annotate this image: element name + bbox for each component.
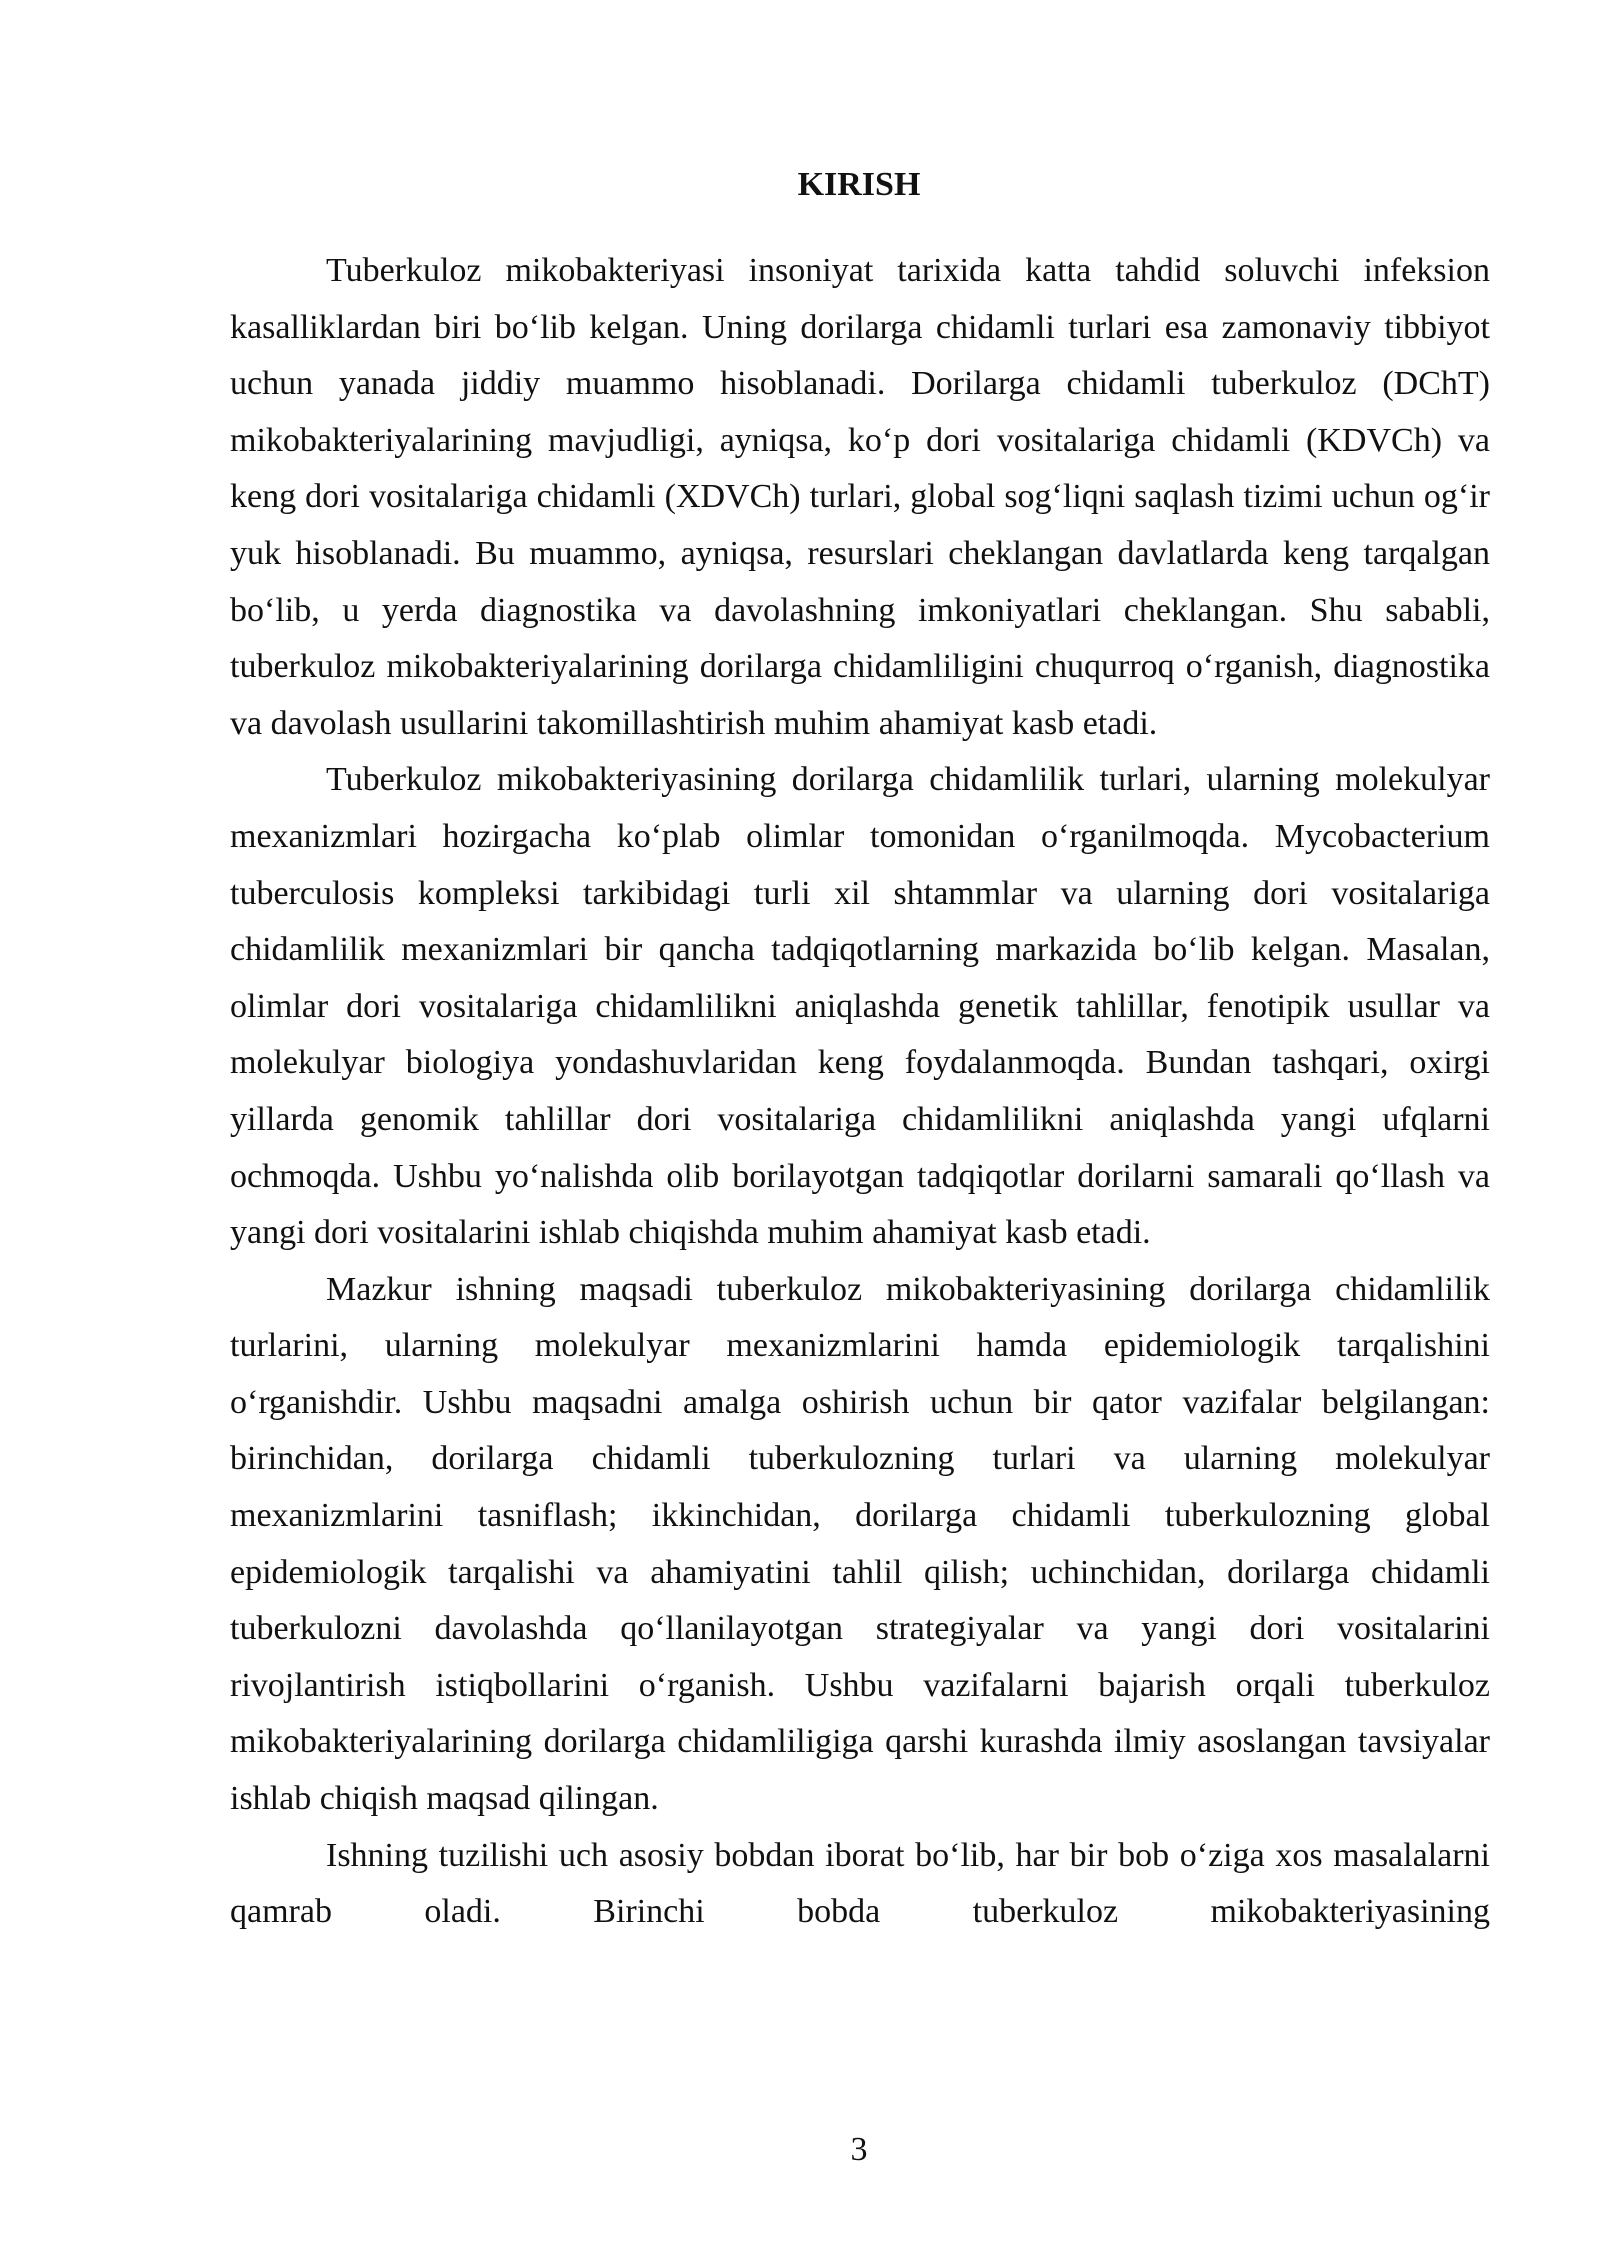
page-number: 3: [850, 2131, 868, 2168]
paragraph-structure: Ishning tuzilishi uch asosiy bobdan iborat bo‘lib, har bir bob o‘ziga xos masalalarni qamrab oladi. Birinchi bobda tuberkuloz mikobakteriyasining: [230, 1836, 1490, 1931]
paragraph-intro: Tuberkuloz mikobakteriyasi insoniyat tarixida katta tahdid soluvchi infeksion kasalliklardan biri bo‘lib kelgan. Uning dorilarga chidamli turlari esa zamonaviy tibbiyot uchun yanada jiddiy muammo hisoblanadi. Dorilarga chidamli tuberkuloz (DChT) mikobakteriyalarining mavjudligi, ayniqsa, ko‘p dori vositalariga chidamli (KDVCh) va keng dori vositalariga chidamli (XDVCh) turlari, global sog‘liqni saqlash tizimi uchun og‘ir yuk hisoblanadi. Bu muammo, ayniqsa, resurslari cheklangan davlatlarda keng tarqalgan bo‘lib, u yerda diagnostika va davolashning imkoniyatlari cheklangan. Shu sababli, tuberkuloz mikobakteriyalarining dorilarga chidamliligini chuqurroq o‘rganish, diagnostika va davolash usullarini takomillashtirish muhim ahamiyat kasb etadi.: [230, 252, 1490, 742]
paragraph-research-background: Tuberkuloz mikobakteriyasining dorilarga chidamlilik turlari, ularning molekulyar mexanizmlari hozirgacha ko‘plab olimlar tomonidan o‘rganilmoqda. Mycobacterium tuberculosis kompleksi tarkibidagi turli xil shtammlar va ularning dori vositalariga chidamlilik mexanizmlari bir qancha tadqiqotlarning markazida bo‘lib kelgan. Masalan, olimlar dori vositalariga chidamlilikni aniqlashda genetik tahlillar, fenotipik usullar va molekulyar biologiya yondashuvlaridan keng foydalanmoqda. Bundan tashqari, oxirgi yillarda genomik tahlillar dori vositalariga chidamlilikni aniqlashda yangi ufqlarni ochmoqda. Ushbu yo‘nalishda olib borilayotgan tadqiqotlar dorilarni samarali qo‘llash va yangi dori vositalarini ishlab chiqishda muhim ahamiyat kasb etadi.: [230, 761, 1490, 1252]
paragraph-goals-and-tasks: Mazkur ishning maqsadi tuberkuloz mikobakteriyasining dorilarga chidamlilik turlarini, ularning molekulyar mexanizmlarini hamda epidemiologik tarqalishini o‘rganishdir. Ushbu maqsadni amalga oshirish uchun bir qator vazifalar belgilangan: birinchidan, dorilarga chidamli tuberkulozning turlari va ularning molekulyar mexanizmlarini tasniflash; ikkinchidan, dorilarga chidamli tuberkulozning global epidemiologik tarqalishi va ahamiyatini tahlil qilish; uchinchidan, dorilarga chidamli tuberkulozni davolashda qo‘llanilayotgan strategiyalar va yangi dori vositalarini rivojlantirish istiqbollarini o‘rganish. Ushbu vazifalarni bajarish orqali tuberkuloz mikobakteriyalarining dorilarga chidamliligiga qarshi kurashda ilmiy asoslangan tavsiyalar ishlab chiqish maqsad qilingan.: [230, 1270, 1490, 1818]
section-title: KIRISH: [797, 166, 921, 203]
body-text: [230, 243, 1490, 1941]
